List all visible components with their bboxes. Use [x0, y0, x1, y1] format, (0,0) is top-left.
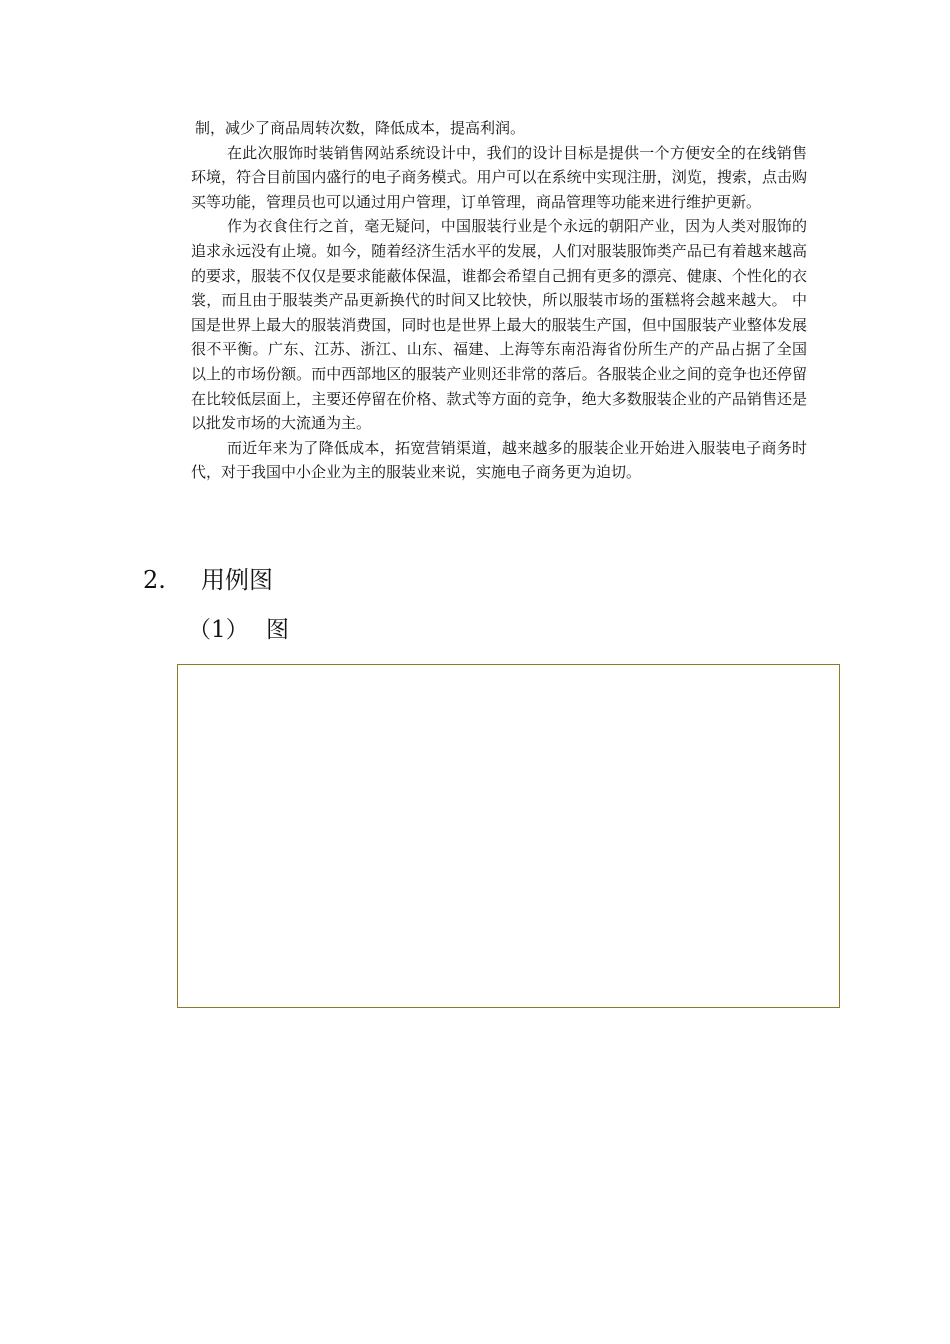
paragraph-continuation: 制，减少了商品周转次数，降低成本，提高利润。: [195, 119, 526, 137]
paragraph-design-goal: 在此次服饰时装销售网站系统设计中，我们的设计目标是提供一个方便安全的在线销售环境，符合目前国内盛行的电子商务模式。用户可以在系统中实现注册，浏览，搜索，点击购买等功能，管理员也可以通过用户管理，订单管理，商品管理等功能来进行维护更新。: [191, 143, 807, 211]
section-number: 2.: [143, 566, 166, 594]
subsection-heading: [188, 613, 289, 647]
section-title: 用例图: [201, 566, 273, 594]
section-heading: [143, 563, 273, 597]
subsection-title: 图: [266, 617, 289, 643]
body-text: [191, 116, 838, 485]
subsection-number: （1）: [188, 617, 249, 643]
paragraph-ecommerce-trend: 而近年来为了降低成本，拓宽营销渠道，越来越多的服装企业开始进入服装电子商务时代，对于我国中小企业为主的服装业来说，实施电子商务更为迫切。: [191, 438, 807, 482]
paragraph-industry-background: 作为衣食住行之首，毫无疑问，中国服装行业是个永远的朝阳产业，因为人类对服饰的追求永远没有止境。如今，随着经济生活水平的发展，人们对服装服饰类产品已有着越来越高的要求，服装不仅仅是要求能蔽体保温，谁都会希望自己拥有更多的漂亮、健康、个性化的衣裳，而且由于服装类产品更新换代的时间又比较快，所以服装市场的蛋糕将会越来越大。 中国是世界上最大的服装消费国，同时也是世界上最大的服装生产国，但中国服装产业整体发展很不平衡。广东、江苏、浙江、山东、福建、上海等东南沿海省份所生产的产品占据了全国 以上的市场份额。而中西部地区的服装产业则还非常的落后。各服装企业之间的竞争也还停留在比较低层面上，主要还停留在价格、款式等方面的竞争，绝大多数服装企业的产品销售还是以批发市场的大流通为主。: [191, 217, 838, 433]
diagram-placeholder-frame: [177, 664, 840, 1008]
